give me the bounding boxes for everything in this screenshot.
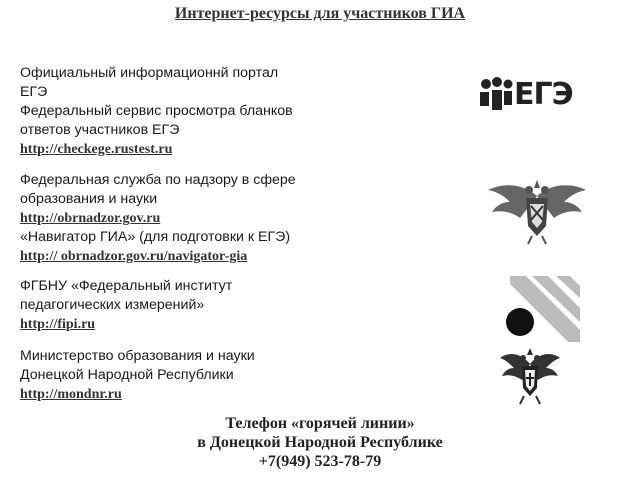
page-title: Интернет-ресурсы для участников ГИА	[174, 5, 466, 22]
hotline-title: Телефон «горячей линии»	[225, 415, 415, 432]
hotline-phone[interactable]: +7(949) 523-78-79	[258, 453, 382, 470]
resource-text: ответов участников ЕГЭ	[20, 122, 180, 138]
resource-text: Официальный информационнй портал	[20, 65, 279, 81]
resource-text: Федеральный сервис просмотра бланков	[20, 103, 293, 119]
resource-text: ЕГЭ	[20, 84, 48, 100]
ege-figures-icon	[478, 74, 514, 114]
checkege-link[interactable]: http://checkege.rustest.ru	[20, 142, 173, 157]
hotline-region: в Донецкой Народной Республике	[197, 434, 443, 451]
dnr-coat-of-arms	[498, 346, 562, 406]
fipi-logo	[500, 276, 580, 342]
resource-text: ФГБНУ «Федеральный институт	[20, 278, 233, 294]
ege-logo-text: ЕГЭ	[514, 77, 573, 112]
navigator-gia-link[interactable]: http:// obrnadzor.gov.ru/navigator-gia	[20, 249, 248, 264]
resource-text: Министерство образования и науки	[20, 348, 255, 364]
resource-text: «Навигатор ГИА» (для подготовки к ЕГЭ)	[20, 229, 291, 245]
ege-logo	[478, 74, 594, 114]
resource-text: педагогических измерений»	[20, 297, 205, 313]
hotline-footer	[0, 414, 640, 471]
mondnr-link[interactable]: http://mondnr.ru	[20, 387, 122, 402]
resource-text: Федеральная служба по надзору в сфере	[20, 172, 296, 188]
obrnadzor-link[interactable]: http://obrnadzor.gov.ru	[20, 211, 161, 226]
resource-text: образования и науки	[20, 191, 158, 207]
resource-block-obrnadzor	[20, 171, 420, 266]
double-headed-eagle-emblem	[484, 176, 590, 246]
fipi-link[interactable]: http://fipi.ru	[20, 317, 96, 332]
resource-block-fipi	[20, 277, 420, 334]
resource-block-ege	[20, 64, 420, 159]
resource-block-mondnr	[20, 347, 420, 404]
resource-text: Донецкой Народной Республики	[20, 367, 234, 383]
